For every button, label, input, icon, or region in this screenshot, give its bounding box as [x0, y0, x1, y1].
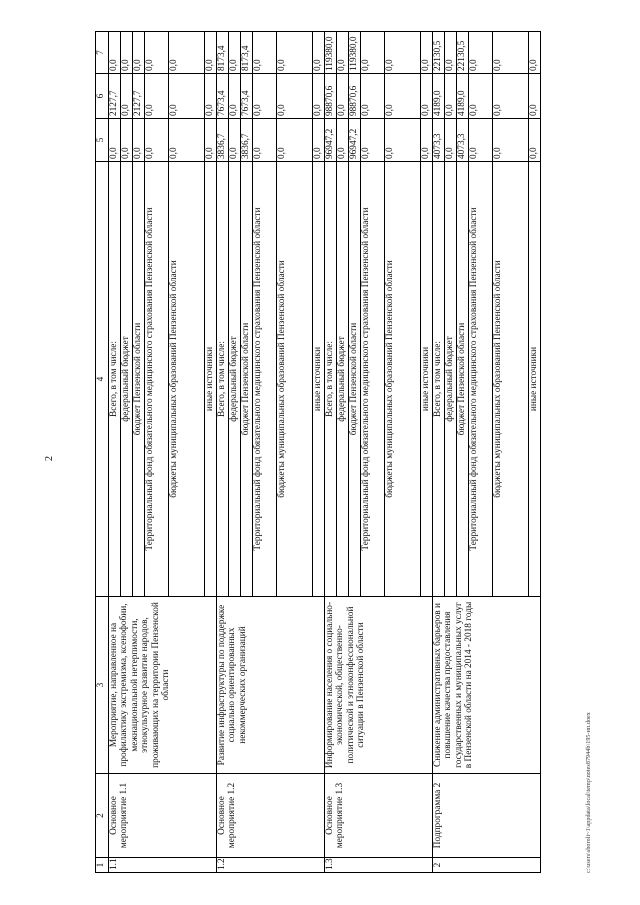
value-col5: 0,0: [445, 119, 457, 162]
funding-source: Всего, в том числе:: [325, 162, 337, 597]
funding-source: бюджеты муниципальных образований Пензенской области: [385, 162, 421, 597]
value-col5: 0,0: [313, 119, 325, 162]
value-col5: 0,0: [229, 119, 241, 162]
value-col6: 0,0: [169, 74, 205, 119]
value-col7: 119380,0: [349, 32, 361, 74]
value-col5: 0,0: [253, 119, 277, 162]
item-type: Основное мероприятие 1.1: [109, 774, 217, 858]
value-col7: 119380,0: [325, 32, 337, 74]
value-col5: 0,0: [277, 119, 313, 162]
value-col5: 0,0: [337, 119, 349, 162]
value-col6: 0,0: [445, 74, 457, 119]
item-number: 2: [433, 858, 541, 873]
funding-source: федеральный бюджет: [121, 162, 133, 597]
value-col6: 7673,4: [217, 74, 229, 119]
value-col7: 0,0: [277, 32, 313, 74]
item-number: 1.2: [217, 858, 325, 873]
column-number: 4: [96, 162, 109, 597]
funding-source: бюджеты муниципальных образований Пензенской области: [277, 162, 313, 597]
funding-source: бюджет Пензенской области: [241, 162, 253, 597]
value-col7: 0,0: [133, 32, 145, 74]
value-col6: 0,0: [361, 74, 385, 119]
column-number: 7: [96, 32, 109, 74]
value-col7: 0,0: [529, 32, 541, 74]
value-col6: 0,0: [229, 74, 241, 119]
value-col7: 0,0: [445, 32, 457, 74]
value-col5: 0,0: [421, 119, 433, 162]
value-col6: 4189,0: [433, 74, 445, 119]
funding-source: Всего, в том числе:: [217, 162, 229, 597]
value-col5: 3836,7: [241, 119, 253, 162]
value-col7: 22130,5: [457, 32, 469, 74]
value-col5: 0,0: [469, 119, 493, 162]
funding-source: Территориальный фонд обязательного медицинского страхования Пензенской области: [361, 162, 385, 597]
value-col5: 0,0: [121, 119, 133, 162]
column-number: 1: [96, 858, 109, 873]
value-col5: 0,0: [361, 119, 385, 162]
value-col6: 2127,7: [109, 74, 121, 119]
funding-source: бюджеты муниципальных образований Пензенской области: [169, 162, 205, 597]
value-col7: 0,0: [109, 32, 121, 74]
funding-source: Территориальный фонд обязательного медицинского страхования Пензенской области: [253, 162, 277, 597]
value-col6: 4189,0: [457, 74, 469, 119]
value-col7: 22130,5: [433, 32, 445, 74]
value-col5: 0,0: [109, 119, 121, 162]
value-col6: 0,0: [205, 74, 217, 119]
item-description: Информирование населения о социально-экономической, общественно-политической и этноконфессиональной ситуации в Пензенской области: [325, 597, 433, 774]
item-type: Основное мероприятие 1.3: [325, 774, 433, 858]
funding-source: Территориальный фонд обязательного медицинского страхования Пензенской области: [469, 162, 493, 597]
funding-source: бюджет Пензенской области: [133, 162, 145, 597]
column-number: 6: [96, 74, 109, 119]
funding-source: иные источники: [205, 162, 217, 597]
value-col6: 0,0: [493, 74, 529, 119]
value-col6: 0,0: [337, 74, 349, 119]
item-description: Развитие инфраструктуры по поддержке социально ориентированных некоммерческих организаций: [217, 597, 325, 774]
value-col6: 0,0: [469, 74, 493, 119]
funding-source: иные источники: [529, 162, 541, 597]
value-col6: 0,0: [277, 74, 313, 119]
value-col5: 96947,2: [349, 119, 361, 162]
item-number: 1.3: [325, 858, 433, 873]
value-col6: 2127,7: [133, 74, 145, 119]
item-number: 1.1: [109, 858, 217, 873]
value-col5: 0,0: [493, 119, 529, 162]
value-col5: 0,0: [169, 119, 205, 162]
value-col7: 8173,4: [241, 32, 253, 74]
value-col7: 0,0: [469, 32, 493, 74]
value-col7: 0,0: [313, 32, 325, 74]
funding-table: [95, 31, 541, 873]
value-col7: 0,0: [337, 32, 349, 74]
value-col7: 0,0: [121, 32, 133, 74]
value-col6: 0,0: [121, 74, 133, 119]
table-row: [217, 32, 229, 873]
value-col5: 96947,2: [325, 119, 337, 162]
column-number: 5: [96, 119, 109, 162]
value-col5: 4073,3: [433, 119, 445, 162]
table-row: [109, 32, 121, 873]
value-col7: 0,0: [361, 32, 385, 74]
funding-source: бюджет Пензенской области: [349, 162, 361, 597]
funding-source: федеральный бюджет: [445, 162, 457, 597]
funding-source: бюджет Пензенской области: [457, 162, 469, 597]
value-col5: 3836,7: [217, 119, 229, 162]
funding-source: иные источники: [313, 162, 325, 597]
item-type: Основное мероприятие 1.2: [217, 774, 325, 858]
value-col5: 0,0: [205, 119, 217, 162]
value-col6: 98870,6: [349, 74, 361, 119]
column-number: 3: [96, 597, 109, 774]
value-col6: 0,0: [421, 74, 433, 119]
value-col6: 98870,6: [325, 74, 337, 119]
value-col5: 0,0: [133, 119, 145, 162]
item-description: Мероприятие, направленное на профилактику экстремизма, ксенофобии, межнациональной нетерпимости, этнокультурное развитие народов, проживающих на территории Пензенской области: [109, 597, 217, 774]
value-col6: 0,0: [253, 74, 277, 119]
value-col5: 0,0: [529, 119, 541, 162]
funding-source: Всего, в том числе:: [109, 162, 121, 597]
value-col6: 0,0: [385, 74, 421, 119]
funding-source: федеральный бюджет: [229, 162, 241, 597]
value-col7: 0,0: [385, 32, 421, 74]
item-type: Подпрограмма 2: [433, 774, 541, 858]
funding-source: бюджеты муниципальных образований Пензенской области: [493, 162, 529, 597]
value-col7: 0,0: [205, 32, 217, 74]
table-row: [325, 32, 337, 873]
column-number-row: [96, 32, 109, 873]
value-col7: 0,0: [493, 32, 529, 74]
value-col5: 0,0: [145, 119, 169, 162]
funding-source: иные источники: [421, 162, 433, 597]
file-path-footer: c:\users\sboroli~1\appdata\local\temp\notes87944b\195-нп.doex: [586, 712, 592, 873]
value-col6: 0,0: [529, 74, 541, 119]
value-col5: 0,0: [385, 119, 421, 162]
value-col6: 0,0: [313, 74, 325, 119]
value-col5: 4073,3: [457, 119, 469, 162]
value-col7: 0,0: [229, 32, 241, 74]
value-col6: 7673,4: [241, 74, 253, 119]
funding-source: федеральный бюджет: [337, 162, 349, 597]
value-col6: 0,0: [145, 74, 169, 119]
value-col7: 0,0: [421, 32, 433, 74]
value-col7: 0,0: [253, 32, 277, 74]
item-description: Снижение административных барьеров и повышение качества предоставления государственных и муниципальных услуг в Пензенской области на 2014 - 2018 годы: [433, 597, 541, 774]
value-col7: 8173,4: [217, 32, 229, 74]
funding-source: Территориальный фонд обязательного медицинского страхования Пензенской области: [145, 162, 169, 597]
page-number: 2: [44, 456, 55, 461]
funding-source: Всего, в том числе:: [433, 162, 445, 597]
value-col7: 0,0: [145, 32, 169, 74]
funding-table-body: [96, 32, 541, 873]
value-col7: 0,0: [169, 32, 205, 74]
table-row: [433, 32, 445, 873]
column-number: 2: [96, 774, 109, 858]
